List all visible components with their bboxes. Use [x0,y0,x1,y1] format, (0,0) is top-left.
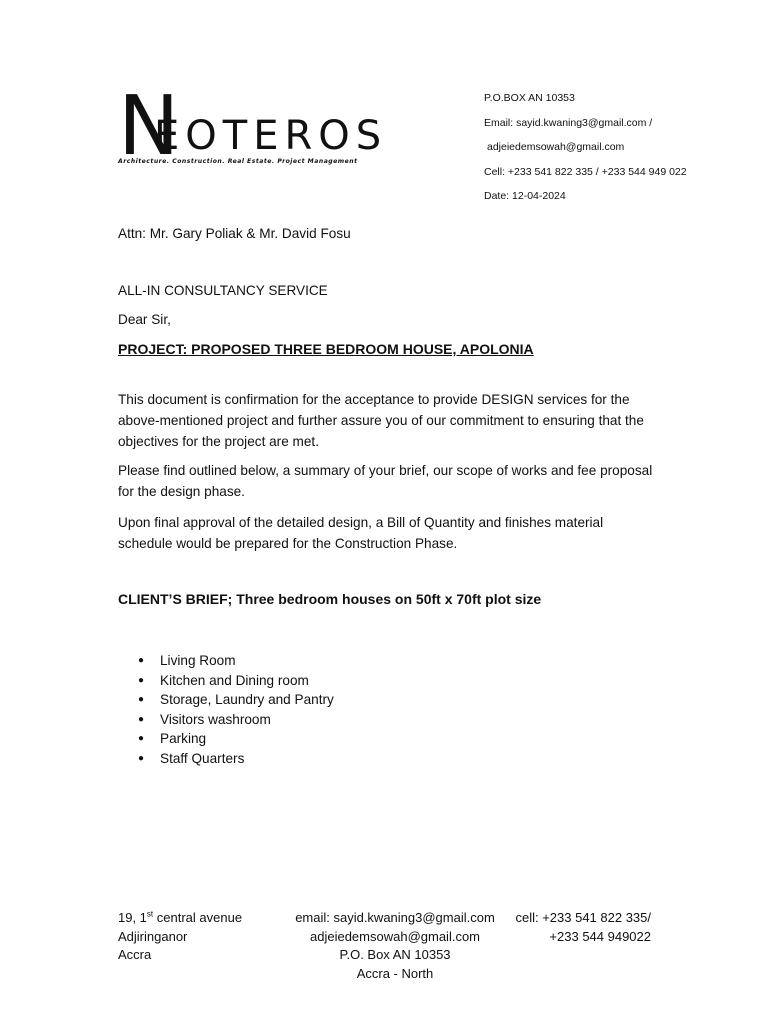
project-title: PROJECT: PROPOSED THREE BEDROOM HOUSE, APOLONIA [118,341,534,357]
list-item: ● Staff Quarters [118,749,334,769]
client-brief-heading: CLIENT’S BRIEF; Three bedroom houses on 50ft x 70ft plot size [118,591,542,607]
header-pobox: P.O.BOX AN 10353 [484,92,575,104]
bullet-icon: ● [138,674,145,686]
salutation: Dear Sir, [118,312,171,327]
bullet-icon: ● [138,752,145,764]
list-item: ● Living Room [118,651,334,671]
logo-name: EOTEROS [154,113,388,159]
bullet-icon: ● [138,713,145,725]
list-item: ● Visitors washroom [118,710,334,730]
list-item: ● Parking [118,729,334,749]
paragraph-outline: Please find outlined below, a summary of your brief, our scope of works and fee proposal for the design phase. [118,463,653,499]
brief-list [118,651,334,769]
company-logo [118,79,388,174]
bullet-icon: ● [138,733,145,745]
bullet-icon: ● [138,655,145,666]
logo-tagline: Architecture. Construction. Real Estate. Project Management [118,158,358,165]
bullet-icon: ● [138,694,145,706]
paragraph-confirmation: This document is confirmation for the acceptance to provide DESIGN services for the above-mentioned project and further assure you of our commitment to ensuring that the objectives for the project are met. [118,392,644,449]
header-email-secondary: adjeiedemsowah@gmail.com [487,141,625,153]
footer-address: 19, 1st central avenue Adjiringanor Accra [118,909,243,962]
paragraph-approval: Upon final approval of the detailed design, a Bill of Quantity and finishes material schedule would be prepared for the Construction Phase. [118,515,604,551]
header-date: Date: 12-04-2024 [484,190,566,202]
footer-email-block: email: sayid.kwaning3@gmail.com adjeiedemsowah@gmail.com P.O. Box AN 10353 Accra - North [295,910,495,981]
header-cell: Cell: +233 541 822 335 / +233 544 949 022 [484,165,687,178]
attention-line: Attn: Mr. Gary Poliak & Mr. David Fosu [118,226,351,241]
footer-phone-block: cell: +233 541 822 335/ +233 544 949022 [515,910,651,944]
list-item: ● Storage, Laundry and Pantry [118,690,334,710]
logo-initial: N [118,79,180,174]
header-email: Email: sayid.kwaning3@gmail.com / [484,116,653,129]
service-title: ALL-IN CONSULTANCY SERVICE [118,283,328,298]
header-contact-block [484,86,687,209]
list-item: ● Kitchen and Dining room [118,671,334,691]
